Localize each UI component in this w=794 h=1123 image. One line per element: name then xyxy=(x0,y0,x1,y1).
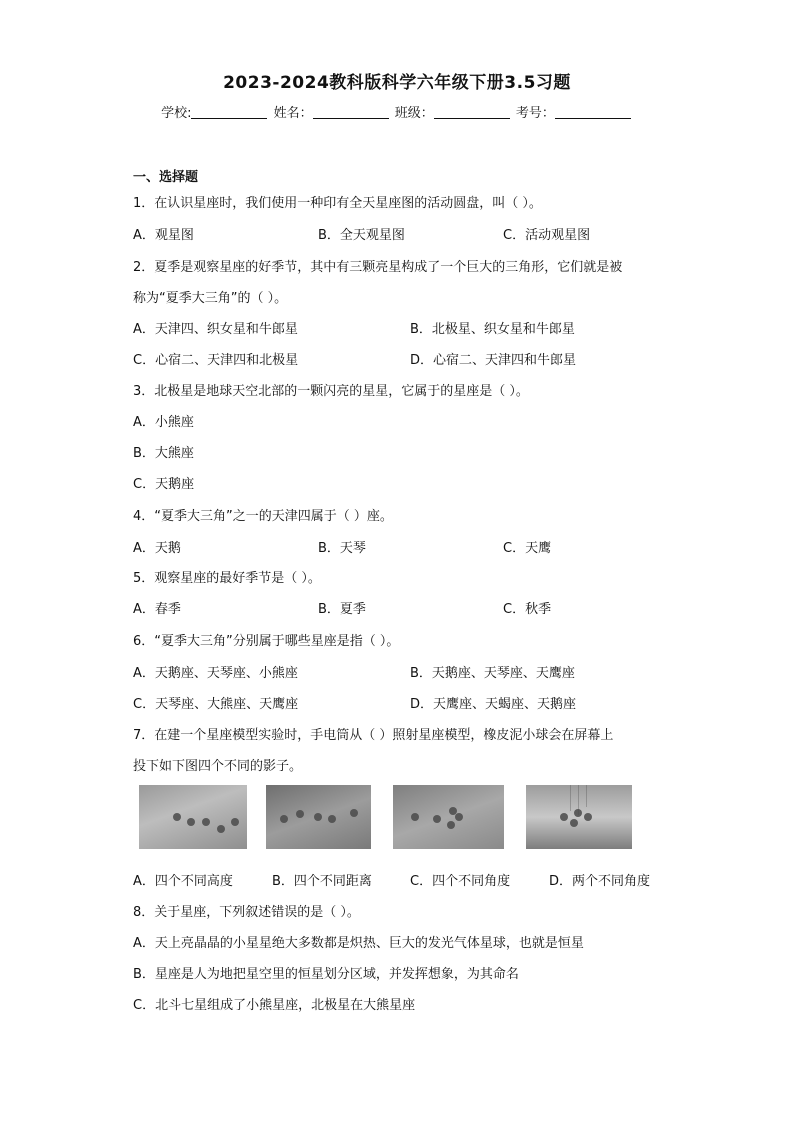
q7-option-b: B．四个不同距离 xyxy=(272,874,372,889)
class-blank[interactable] xyxy=(434,106,510,119)
q7-option-d: D．两个不同角度 xyxy=(549,874,651,889)
q1-option-b: B．全天观星图 xyxy=(318,228,405,243)
q1-option-a: A．观星图 xyxy=(133,228,194,243)
q6-option-d: D．天鹰座、天蝎座、天鹅座 xyxy=(410,697,577,712)
q2-option-c: C．心宿二、天津四和北极星 xyxy=(133,353,299,368)
shadow-photo-1 xyxy=(139,785,247,849)
q7-option-c: C．四个不同角度 xyxy=(410,874,511,889)
question-7-stem-line1: 7．在建一个星座模型实验时，手电筒从（ ）照射星座模型，橡皮泥小球会在屏幕上 xyxy=(133,728,614,743)
name-label: 姓名： xyxy=(273,106,313,121)
question-3-stem: 3．北极星是地球天空北部的一颗闪亮的星星，它属于的星座是（ ）。 xyxy=(133,384,529,399)
question-7-stem-line2: 投下如下图四个不同的影子。 xyxy=(133,759,303,774)
question-5-stem: 5．观察星座的最好季节是（ ）。 xyxy=(133,571,321,586)
q8-option-a: A．天上亮晶晶的小星星绝大多数都是炽热、巨大的发光气体星球，也就是恒星 xyxy=(133,936,584,951)
q3-option-a: A．小熊座 xyxy=(133,415,194,430)
q4-option-c: C．天鹰 xyxy=(503,541,552,556)
q5-option-c: C．秋季 xyxy=(503,602,552,617)
class-label: 班级： xyxy=(394,106,434,121)
question-2-stem-line1: 2．夏季是观察星座的好季节，其中有三颗亮星构成了一个巨大的三角形，它们就是被 xyxy=(133,260,623,275)
question-4-stem: 4．“夏季大三角”之一的天津四属于（ ）座。 xyxy=(133,509,393,524)
q3-option-c: C．天鹅座 xyxy=(133,477,195,492)
q4-option-a: A．天鹅 xyxy=(133,541,181,556)
q2-option-b: B．北极星、织女星和牛郎星 xyxy=(410,322,575,337)
q6-option-b: B．天鹅座、天琴座、天鹰座 xyxy=(410,666,575,681)
q2-option-d: D．心宿二、天津四和牛郎星 xyxy=(410,353,577,368)
shadow-photo-3 xyxy=(393,785,504,849)
q5-option-b: B．夏季 xyxy=(318,602,366,617)
shadow-photo-4 xyxy=(526,785,632,849)
q7-option-a: A．四个不同高度 xyxy=(133,874,233,889)
number-blank[interactable] xyxy=(555,106,631,119)
document-title: 2023-2024教科版科学六年级下册3.5习题 xyxy=(223,73,571,93)
shadow-photo-2 xyxy=(266,785,371,849)
school-label: 学校: xyxy=(161,106,192,121)
q3-option-b: B．大熊座 xyxy=(133,446,194,461)
q2-option-a: A．天津四、织女星和牛郎星 xyxy=(133,322,298,337)
q6-option-c: C．天琴座、大熊座、天鹰座 xyxy=(133,697,299,712)
question-1-stem: 1．在认识星座时，我们使用一种印有全天星座图的活动圆盘，叫（ ）。 xyxy=(133,196,542,211)
q4-option-b: B．天琴 xyxy=(318,541,366,556)
question-8-stem: 8．关于星座，下列叙述错误的是（ ）。 xyxy=(133,905,360,920)
student-info-line xyxy=(0,102,794,121)
q8-option-b: B．星座是人为地把星空里的恒星划分区域，并发挥想象，为其命名 xyxy=(133,967,519,982)
name-blank[interactable] xyxy=(313,106,389,119)
q1-option-c: C．活动观星图 xyxy=(503,228,591,243)
q8-option-c: C．北斗七星组成了小熊星座，北极星在大熊星座 xyxy=(133,998,416,1013)
number-label: 考号： xyxy=(515,106,555,121)
question-6-stem: 6．“夏季大三角”分别属于哪些星座是指（ ）。 xyxy=(133,634,400,649)
q6-option-a: A．天鹅座、天琴座、小熊座 xyxy=(133,666,298,681)
school-blank[interactable] xyxy=(191,106,267,119)
q5-option-a: A．春季 xyxy=(133,602,181,617)
question-2-stem-line2: 称为“夏季大三角”的（ ）。 xyxy=(133,291,288,306)
section-heading: 一、选择题 xyxy=(133,170,199,185)
